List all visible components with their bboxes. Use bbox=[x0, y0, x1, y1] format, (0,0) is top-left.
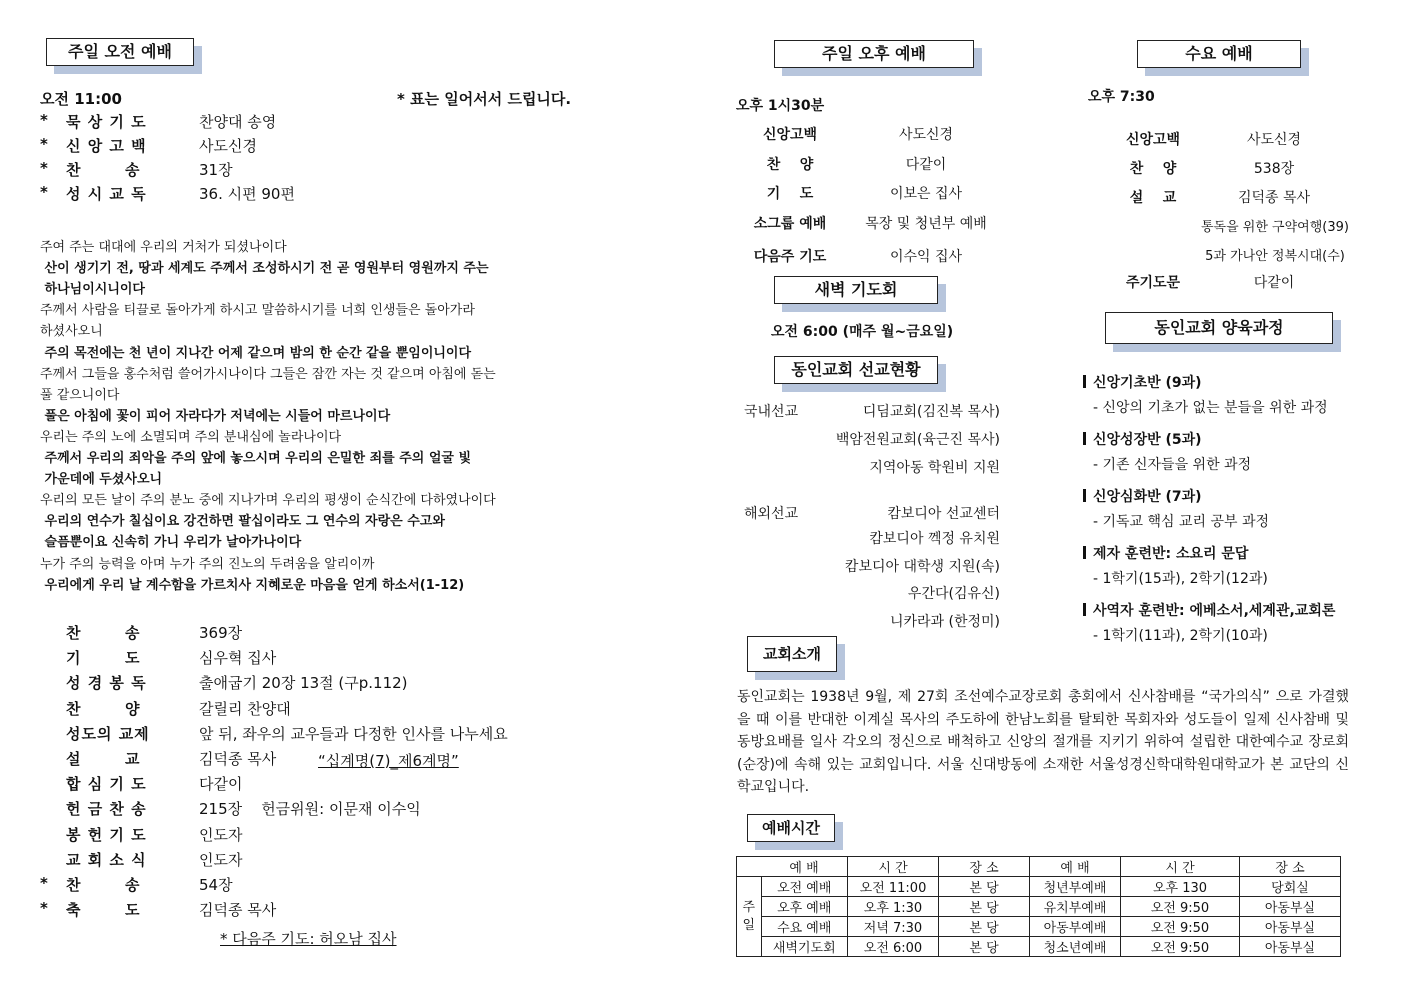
table-side-label: 주일 bbox=[737, 877, 762, 957]
intro-text: 동인교회는 1938년 9월, 제 27회 조선예수교장로회 총회에서 신사참배를 “국가의식” 으로 가결했을 때 이를 반대한 이계실 목사의 주도하에 한남노회를 탈퇴한 목회자와 성도들이 일제 신사참배 및 동방요배를 일사 각오의 정신으로 배척하고 신앙의 절개를 지키기 위하여 설립한 대한예수교 장로회(순장)에 속해 있는 교회입니다. 서울 신대방동에 소재한 서울성경신학대학원대학교가 본 교단의 신학교입니다. bbox=[737, 689, 1349, 795]
psalm-line: 우리의 모든 날이 주의 분노 중에 지나가며 우리의 평생이 순식간에 다하였나이다 bbox=[40, 493, 496, 509]
wednesday-label: 주기도문 bbox=[1125, 275, 1181, 291]
order-value: 김덕종 목사 bbox=[199, 901, 277, 920]
wednesday-time: 오후 7:30 bbox=[1088, 89, 1155, 105]
wednesday-sermon-line: 5과 가나안 정복시대(수) bbox=[1205, 249, 1345, 264]
dawn-heading: 새벽 기도회 bbox=[774, 276, 938, 304]
order-label: 축 도 bbox=[66, 901, 141, 920]
table-cell: 오후 예배 bbox=[761, 897, 848, 917]
order-star: * bbox=[40, 159, 49, 177]
afternoon-label: 찬 양 bbox=[766, 157, 814, 173]
table-cell: 오전 6:00 bbox=[848, 937, 939, 957]
order-value: 다같이 bbox=[199, 775, 243, 794]
table-header: 시 간 bbox=[1121, 857, 1240, 877]
table-header: 장 소 bbox=[939, 857, 1030, 877]
table-header: 시 간 bbox=[848, 857, 939, 877]
psalm-line: 산이 생기기 전, 땅과 세계도 주께서 조성하시기 전 곧 영원부터 영원까지 주는 bbox=[40, 261, 489, 277]
afternoon-label: 신앙고백 bbox=[762, 127, 818, 143]
table-header-row bbox=[737, 857, 1341, 877]
table-cell: 오전 예배 bbox=[761, 877, 848, 897]
table-cell: 오전 9:50 bbox=[1121, 937, 1240, 957]
bullet-bar-icon bbox=[1083, 546, 1086, 559]
order-value: 36. 시편 90편 bbox=[199, 185, 295, 203]
table-cell: 아동부예배 bbox=[1030, 917, 1121, 937]
wednesday-label: 찬 양 bbox=[1129, 161, 1177, 177]
wednesday-heading: 수요 예배 bbox=[1137, 40, 1301, 68]
mission-item: 캄보디아 선교센터 bbox=[887, 506, 1000, 522]
domestic-label: 국내선교 bbox=[744, 404, 799, 420]
wednesday-value: 김덕종 목사 bbox=[1237, 190, 1311, 206]
course-title: 제자 훈련반: 소요리 문답 bbox=[1093, 546, 1249, 562]
table-row bbox=[737, 897, 1341, 917]
order-label: 신 앙 고 백 bbox=[66, 137, 147, 155]
order-value: 인도자 bbox=[199, 850, 243, 869]
order-value: 앞 뒤, 좌우의 교우들과 다정한 인사를 나누세요 bbox=[199, 724, 508, 743]
afternoon-label: 다음주 기도 bbox=[753, 249, 827, 265]
order-label: 설 교 bbox=[66, 750, 141, 768]
course-desc: - 1학기(11과), 2학기(10과) bbox=[1093, 628, 1268, 644]
course-desc: - 신앙의 기초가 없는 분들을 위한 과정 bbox=[1093, 400, 1328, 416]
order-value: 심우혁 집사 bbox=[199, 649, 277, 668]
order-star: * bbox=[40, 135, 49, 153]
order-label: 합 심 기 도 bbox=[66, 775, 147, 794]
table-row bbox=[737, 937, 1341, 957]
table-row bbox=[737, 877, 1341, 897]
order-star: * bbox=[40, 183, 49, 201]
table-cell: 청년부예배 bbox=[1030, 877, 1121, 897]
mission-item: 디딤교회(김진복 목사) bbox=[862, 404, 1000, 420]
table-cell: 청소년예배 bbox=[1030, 937, 1121, 957]
psalm-line: 주의 목전에는 천 년이 지나간 어제 같으며 밤의 한 순간 같을 뿐임이니이다 bbox=[40, 345, 472, 361]
order-label: 묵 상 기 도 bbox=[66, 113, 147, 131]
table-cell: 유치부예배 bbox=[1030, 897, 1121, 917]
afternoon-value: 사도신경 bbox=[898, 127, 954, 143]
mission-item: 지역아동 학원비 지원 bbox=[869, 460, 1000, 476]
wednesday-label: 신앙고백 bbox=[1125, 132, 1181, 148]
order-label: 헌 금 찬 송 bbox=[66, 800, 147, 819]
bullet-bar-icon bbox=[1083, 375, 1086, 388]
afternoon-time: 오후 1시30분 bbox=[736, 98, 825, 114]
table-cell: 아동부실 bbox=[1240, 917, 1341, 937]
afternoon-value: 이수익 집사 bbox=[889, 249, 963, 265]
order-label: 교 회 소 식 bbox=[66, 850, 147, 869]
afternoon-value: 다같이 bbox=[905, 157, 947, 173]
psalm-line: 주여 주는 대대에 우리의 거처가 되셨나이다 bbox=[40, 240, 287, 255]
table-cell: 오후 130 bbox=[1121, 877, 1240, 897]
course-title: 사역자 훈련반: 에베소서,세계관,교회론 bbox=[1093, 603, 1336, 619]
order-value: 찬양대 송영 bbox=[199, 113, 277, 131]
table-cell: 수요 예배 bbox=[761, 917, 848, 937]
order-value: 31장 bbox=[199, 161, 233, 179]
order-label: 성도의 교제 bbox=[66, 724, 150, 743]
morning-time: 오전 11:00 bbox=[40, 90, 122, 108]
course-desc: - 기존 신자들을 위한 과정 bbox=[1093, 457, 1252, 473]
table-cell: 오전 9:50 bbox=[1121, 917, 1240, 937]
wednesday-value: 사도신경 bbox=[1246, 132, 1302, 148]
next-prayer: * 다음주 기도: 허오남 집사 bbox=[220, 930, 397, 948]
course-desc: - 기독교 핵심 교리 공부 과정 bbox=[1093, 514, 1270, 530]
table-corner bbox=[737, 857, 762, 877]
bullet-bar-icon bbox=[1083, 432, 1086, 445]
table-cell: 본 당 bbox=[939, 897, 1030, 917]
mission-heading: 동인교회 선교현황 bbox=[774, 356, 938, 384]
psalm-line: 슬픔뿐이요 신속히 가니 우리가 날아가나이다 bbox=[40, 535, 302, 551]
afternoon-label: 소그룹 예배 bbox=[753, 216, 827, 232]
order-label: 찬 송 bbox=[66, 624, 141, 642]
mission-item: 캄보디아 껙정 유치원 bbox=[869, 531, 1000, 547]
table-header: 예 배 bbox=[1030, 857, 1121, 877]
order-star: * bbox=[40, 111, 49, 129]
wednesday-value: 다같이 bbox=[1253, 275, 1295, 291]
order-label: 봉 헌 기 도 bbox=[66, 825, 147, 844]
training-heading: 동인교회 양육과정 bbox=[1105, 312, 1333, 344]
order-value: 인도자 bbox=[199, 825, 243, 844]
table-cell: 오전 9:50 bbox=[1121, 897, 1240, 917]
morning-heading: 주일 오전 예배 bbox=[46, 38, 194, 66]
table-header: 예 배 bbox=[761, 857, 848, 877]
order-label: 찬 송 bbox=[66, 161, 141, 179]
sermon-title: “십계명(7)_제6계명” bbox=[318, 752, 459, 770]
table-cell: 아동부실 bbox=[1240, 897, 1341, 917]
afternoon-label: 기 도 bbox=[766, 186, 814, 202]
table-row bbox=[737, 917, 1341, 937]
order-value: 갈릴리 찬양대 bbox=[199, 699, 291, 718]
psalm-line: 우리에게 우리 날 계수함을 가르치사 지혜로운 마음을 얻게 하소서(1-12) bbox=[40, 577, 465, 593]
order-value: 215장 헌금위원: 이문재 이수익 bbox=[199, 800, 421, 819]
table-cell: 오후 1:30 bbox=[848, 897, 939, 917]
psalm-line: 주께서 사람을 티끌로 돌아가게 하시고 말씀하시기를 너희 인생들은 돌아가라 bbox=[40, 303, 475, 319]
bullet-bar-icon bbox=[1083, 489, 1086, 502]
order-star: * bbox=[40, 899, 49, 918]
overseas-label: 해외선교 bbox=[744, 506, 799, 522]
psalm-line: 주께서 우리의 죄악을 주의 앞에 놓으시며 우리의 은밀한 죄를 주의 얼굴 빛 bbox=[40, 451, 472, 466]
psalm-line: 누가 주의 능력을 아며 누가 주의 진노의 두려움을 알리이까 bbox=[40, 556, 375, 572]
psalm-line: 주께서 그들을 홍수처럼 쓸어가시나이다 그들은 잠깐 자는 것 같으며 아침에 돋는 bbox=[40, 366, 496, 382]
wednesday-sermon-line: 통독을 위한 구약여행(39) bbox=[1201, 220, 1349, 235]
psalm-line: 우리의 연수가 칠십이요 강건하면 팔십이라도 그 연수의 자랑은 수고와 bbox=[40, 514, 445, 530]
psalm-line: 우리는 주의 노에 소멸되며 주의 분내심에 놀라나이다 bbox=[40, 429, 342, 445]
order-value: 출애굽기 20장 13절 (구p.112) bbox=[199, 674, 408, 693]
order-value: 사도신경 bbox=[199, 137, 257, 155]
mission-item: 우간다(김유신) bbox=[907, 586, 1000, 602]
intro-heading: 교회소개 bbox=[747, 636, 837, 672]
course-title: 신앙성장반 (5과) bbox=[1093, 432, 1202, 448]
psalm-line: 하셨사오니 bbox=[40, 324, 103, 340]
order-label: 성 경 봉 독 bbox=[66, 674, 147, 693]
psalm-line: 풀은 아침에 꽃이 피어 자라다가 저녁에는 시들어 마르나이다 bbox=[40, 408, 391, 424]
table-cell: 아동부실 bbox=[1240, 937, 1341, 957]
order-value: 369장 bbox=[199, 624, 243, 642]
table-header: 장 소 bbox=[1240, 857, 1341, 877]
schedule-table bbox=[736, 856, 1341, 957]
order-label: 기 도 bbox=[66, 649, 141, 668]
psalm-line: 하나님이시니이다 bbox=[40, 282, 145, 298]
order-label: 찬 송 bbox=[66, 876, 141, 894]
table-cell: 당회실 bbox=[1240, 877, 1341, 897]
psalm-line: 풀 같으니이다 bbox=[40, 387, 120, 403]
standing-note: * 표는 일어서서 드립니다. bbox=[397, 90, 572, 108]
dawn-time: 오전 6:00 (매주 월~금요일) bbox=[771, 324, 954, 340]
mission-item: 백암전원교회(육근진 목사) bbox=[835, 432, 1000, 448]
table-cell: 본 당 bbox=[939, 877, 1030, 897]
order-label: 성 시 교 독 bbox=[66, 185, 147, 203]
mission-item: 니카라과 (한정미) bbox=[889, 614, 1000, 630]
psalm-line: 가운데에 두셨사오니 bbox=[40, 472, 163, 488]
table-cell: 새벽기도회 bbox=[761, 937, 848, 957]
bullet-bar-icon bbox=[1083, 603, 1086, 616]
afternoon-heading: 주일 오후 예배 bbox=[774, 40, 974, 68]
course-title: 신앙심화반 (7과) bbox=[1093, 489, 1202, 505]
afternoon-value: 목장 및 청년부 예배 bbox=[865, 216, 987, 232]
table-cell: 오전 11:00 bbox=[848, 877, 939, 897]
afternoon-value: 이보은 집사 bbox=[889, 186, 963, 202]
table-cell: 저녁 7:30 bbox=[848, 917, 939, 937]
table-cell: 본 당 bbox=[939, 937, 1030, 957]
schedule-heading: 예배시간 bbox=[747, 814, 835, 842]
wednesday-label: 설 교 bbox=[1129, 190, 1177, 206]
table-cell: 본 당 bbox=[939, 917, 1030, 937]
order-value: 김덕종 목사 bbox=[199, 750, 277, 768]
course-title: 신앙기초반 (9과) bbox=[1093, 375, 1202, 391]
order-label: 찬 양 bbox=[66, 699, 141, 718]
course-desc: - 1학기(15과), 2학기(12과) bbox=[1093, 571, 1268, 587]
order-star: * bbox=[40, 874, 49, 892]
wednesday-value: 538장 bbox=[1253, 161, 1295, 177]
mission-item: 캄보디아 대학생 지원(속) bbox=[844, 559, 1000, 575]
order-value: 54장 bbox=[199, 876, 233, 894]
